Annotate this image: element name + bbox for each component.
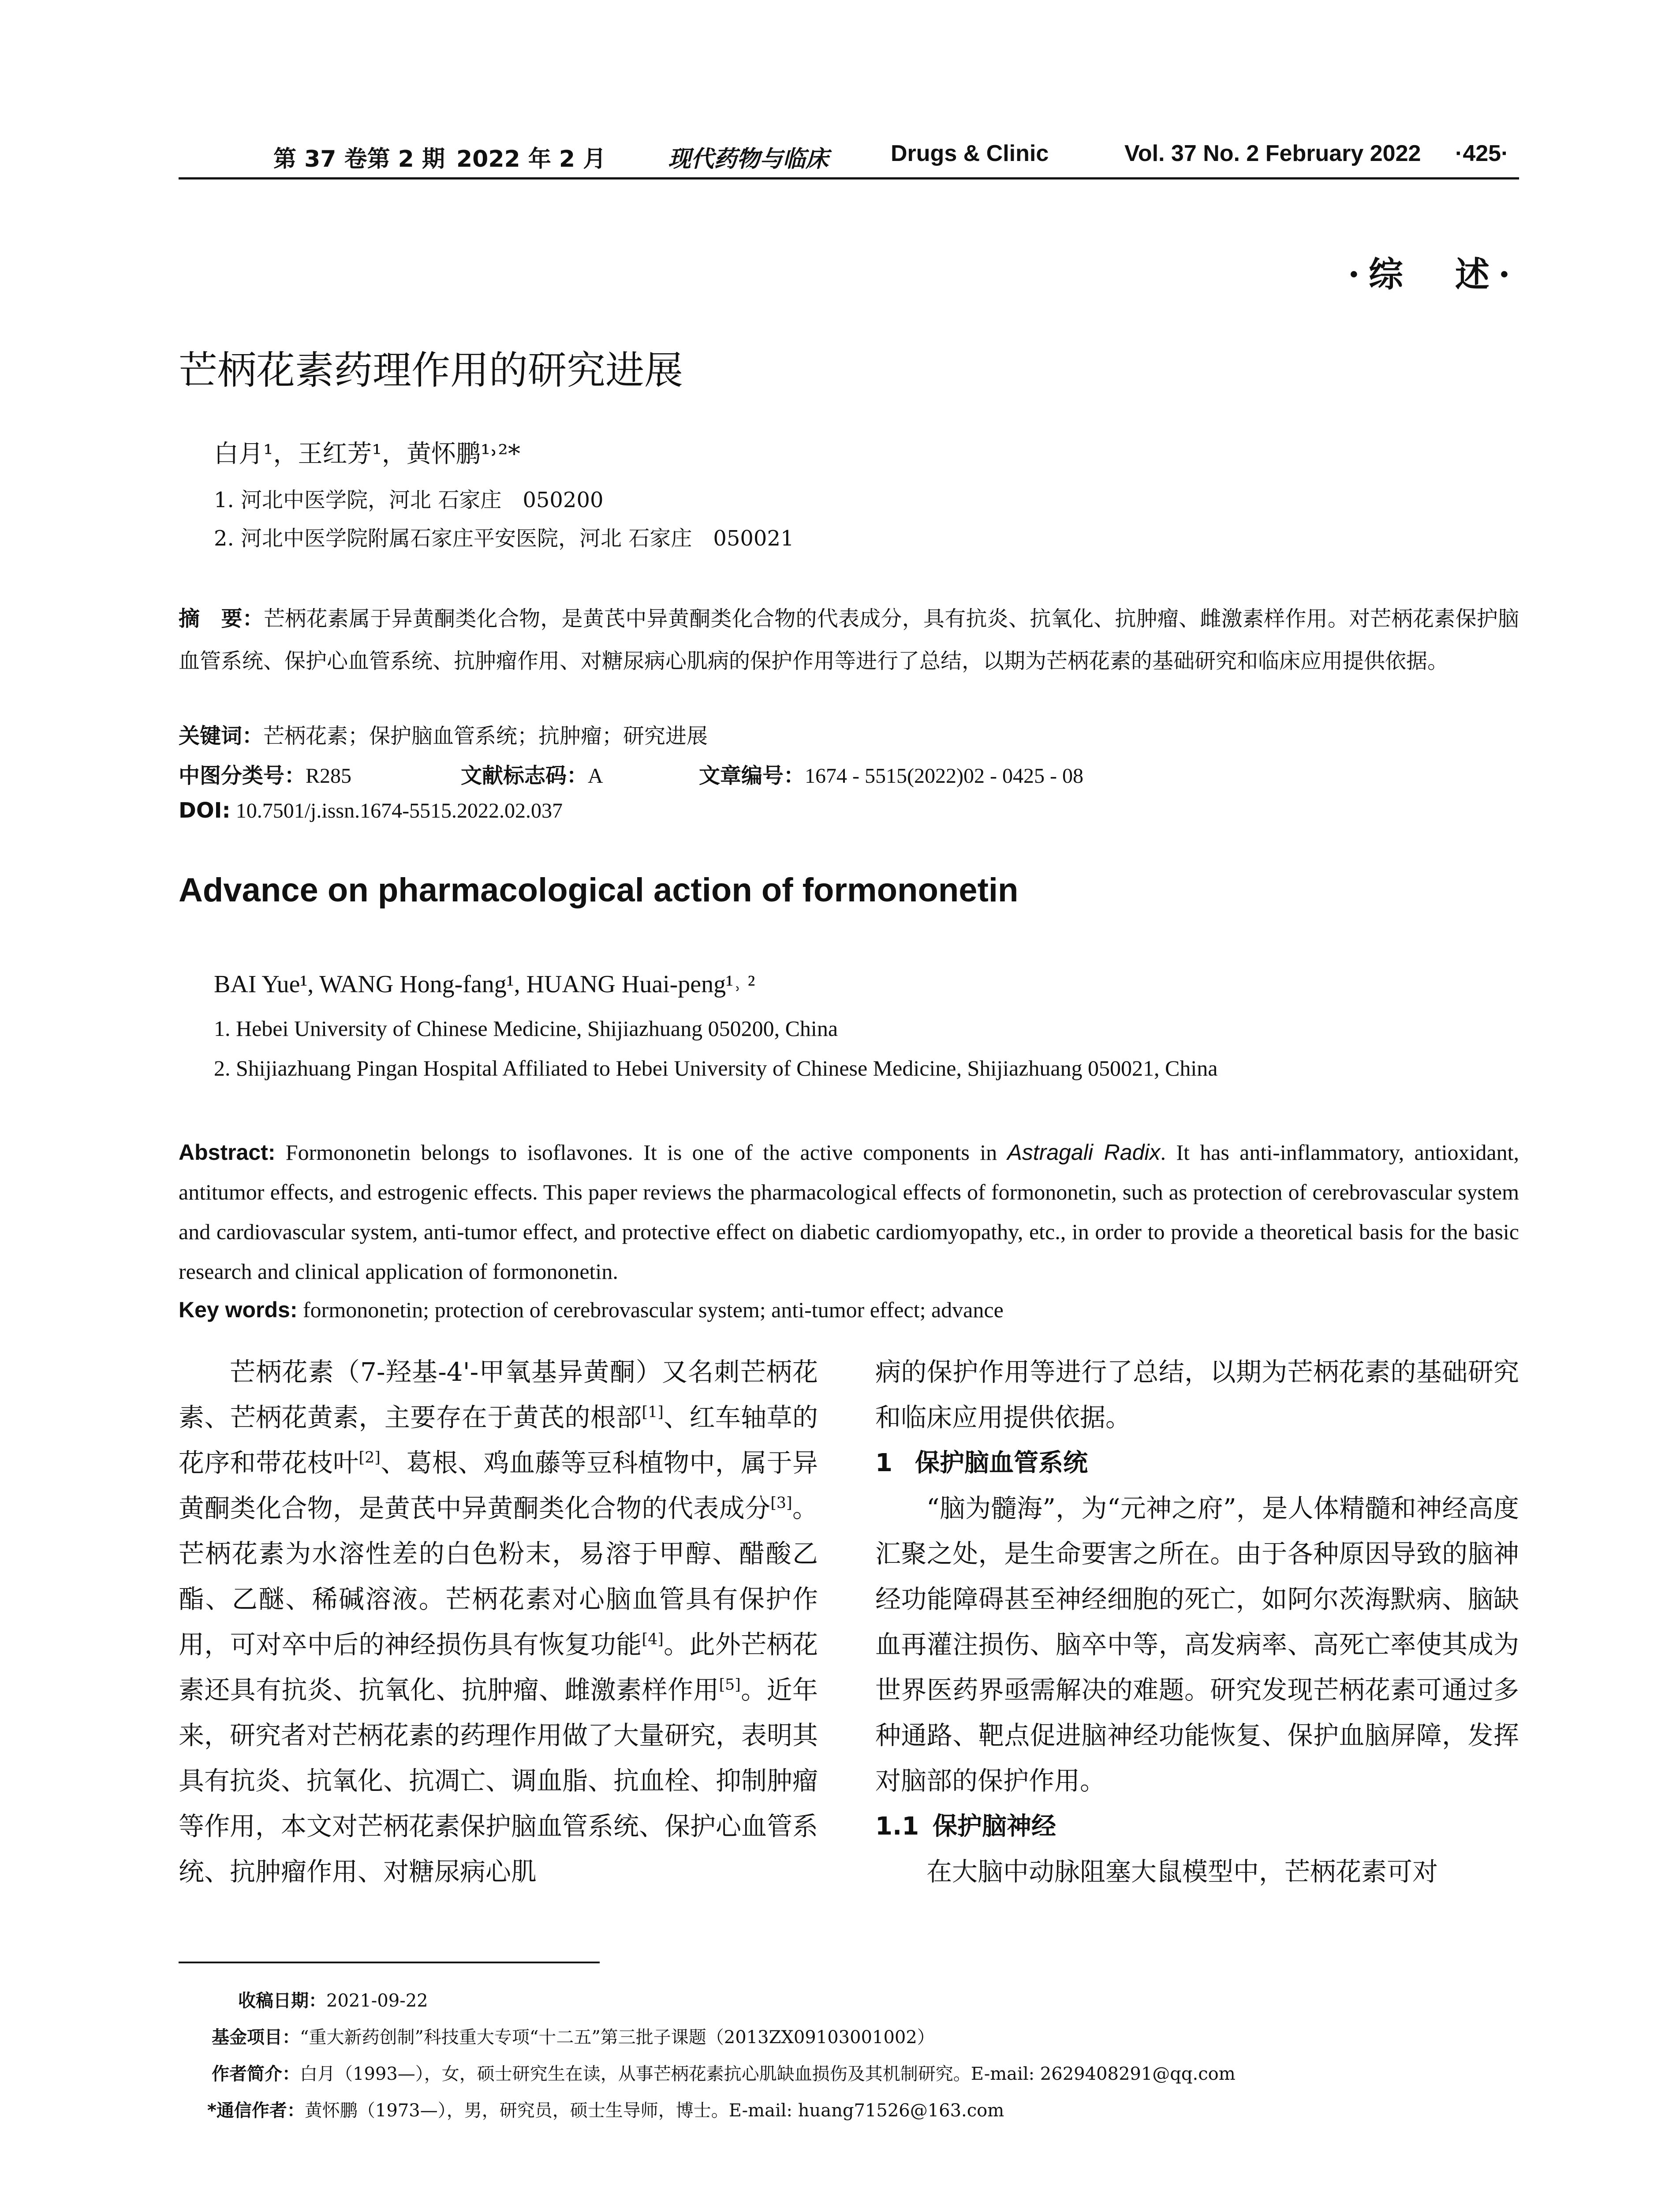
en-abstract [179,1132,1519,1291]
en-keywords-text: formononetin; protection of cerebrovascular system; anti-tumor effect; advance [297,1297,1004,1322]
doi-row [179,798,563,823]
body-paragraph: “脑为髓海”，为“元神之府”，是人体精髓和神经高度汇聚之处，是生命要害之所在。由于各种原因导致的脑神经功能障碍甚至神经细胞的死亡，如阿尔茨海默病、脑缺血再灌注损伤、脑卒中等，高发病率、高死亡率使其成为世界医药界亟需解决的难题。研究发现芒柄花素可通过多种通路、靶点促进脑神经功能恢复、保护血脑屏障，发挥对脑部的保护作用。 [875,1493,1519,1796]
citation-ref[interactable]: [3] [770,1494,792,1512]
footnote-author-bio [212,2060,1236,2085]
section-title: 保护脑血管系统 [915,1449,1088,1477]
cn-authors: 白月¹，王红芳¹，黄怀鹏¹˒²* [214,440,520,468]
body-text: 。芒柄花素为水溶性差的白色粉末，易溶于甲醇、醋酸乙酯、乙醚、稀碱溶液。芒柄花素对心脑血管具有保护作用，可对卒中后的神经损伤具有恢复功能 [179,1493,818,1659]
footnote-received [238,1987,428,2012]
footnote-text: “重大新药创制”科技重大专项“十二五”第三批子课题（2013ZX09103001002） [300,2027,935,2048]
footnote-label: 基金项目： [212,2027,300,2048]
en-keywords [179,1290,1519,1330]
body-text: 。此外芒柄花素还具有抗炎、抗氧化、抗肿瘤、雌激素样作用 [179,1629,818,1705]
footnote-text: 2021-09-22 [326,1991,428,2011]
citation-ref[interactable]: [2] [358,1449,381,1467]
cn-affiliation-2: 2. 河北中医学院附属石家庄平安医院，河北 石家庄 050021 [214,526,794,551]
header-page-number: ·425· [1455,141,1509,166]
section-heading-1-1 [875,1804,1519,1849]
section-number: 1.1 [875,1812,919,1841]
cn-affiliation-1: 1. 河北中医学院，河北 石家庄 050200 [214,488,604,512]
running-header [179,140,1519,176]
article-no-label: 文章编号： [699,763,805,788]
header-date-cn: 2022 年 2 月 [456,146,606,172]
doi-value: 10.7501/j.issn.1674-5515.2022.02.037 [230,799,563,822]
cn-keywords-text: 芒柄花素；保护脑血管系统；抗肿瘤；研究进展 [263,724,708,748]
body-column-right [875,1349,1519,1895]
footnote-label: 作者简介： [212,2064,300,2084]
footnote-text: 黄怀鹏（1973—），男，研究员，硕士生导师，博士。E-mail: huang71526@163.com [304,2100,1004,2121]
en-title: Advance on pharmacological action of formononetin [179,871,1019,909]
cn-abstract-label: 摘 要： [179,606,264,631]
en-authors: BAI Yue¹, WANG Hong-fang¹, HUANG Huai-peng¹˒ ² [214,971,755,998]
body-text: 芒柄花素（7-羟基-4'-甲氧基异黄酮）又名刺芒柄花素、芒柄花黄素，主要存在于黄芪的根部 [179,1357,818,1432]
body-paragraph [179,1349,818,1895]
cn-classification-row [179,759,1519,789]
section-tag: ·综 述· [1348,254,1519,295]
cn-keywords [179,719,708,749]
cn-abstract [179,598,1519,682]
clc-value: R285 [306,764,352,788]
doi-label: DOI: [179,798,231,823]
header-volume-cn: 第 37 卷第 2 期 [273,146,445,172]
citation-ref[interactable]: [1] [642,1403,664,1421]
cn-title: 芒柄花素药理作用的研究进展 [179,348,683,393]
header-journal-cn: 现代药物与临床 [668,146,829,172]
en-affiliation-2: 2. Shijiazhuang Pingan Hospital Affiliated to Hebei University of Chinese Medicine, Shijiazhuang 050021, China [214,1056,1218,1080]
en-abstract-post: . It has anti-inflammatory, antioxidant, antitumor effects, and estrogenic effects. This paper reviews the pharmacological effects of formononetin, such as protection of cerebrovascular system and cardiovascular system, anti-tumor effect, and protective effect on diabetic cardiomyopathy, etc., in order to provide a theoretical basis for the basic research and clinical application of formononetin. [179,1140,1519,1284]
footnote-corresponding [207,2097,1004,2122]
citation-ref[interactable]: [4] [642,1630,664,1648]
footnote-label: *通信作者： [207,2100,305,2121]
header-rule [179,177,1519,179]
body-paragraph: 在大脑中动脉阻塞大鼠模型中，芒柄花素可对 [926,1857,1438,1887]
section-number: 1 [875,1449,892,1477]
footnote-rule [179,1962,600,1963]
section-heading-1 [875,1440,1519,1486]
body-paragraph-continued: 病的保护作用等进行了总结，以期为芒柄花素的基础研究和临床应用提供依据。 [875,1357,1519,1432]
en-keywords-label: Key words: [179,1297,298,1322]
cn-keywords-label: 关键词： [179,724,264,748]
cn-abstract-text: 芒柄花素属于异黄酮类化合物，是黄芪中异黄酮类化合物的代表成分，具有抗炎、抗氧化、抗肿瘤、雌激素样作用。对芒柄花素保护脑血管系统、保护心血管系统、抗肿瘤作用、对糖尿病心肌病的保护作用等进行了总结，以期为芒柄花素的基础研究和临床应用提供依据。 [179,606,1519,673]
doc-code-label: 文献标志码： [461,763,588,788]
article-no-value: 1674 - 5515(2022)02 - 0425 - 08 [805,764,1083,788]
doc-code-value: A [588,764,603,788]
en-abstract-pre: Formononetin belongs to isoflavones. It is one of the active components in [275,1140,1008,1165]
header-volume-en: Vol. 37 No. 2 February 2022 [1124,141,1421,166]
section-title: 保护脑神经 [933,1812,1056,1841]
body-text: 、红车轴草的花序和带花枝叶 [179,1402,818,1478]
clc-label: 中图分类号： [179,763,306,788]
body-column-left [179,1349,818,1895]
en-abstract-italic: Astragali Radix [1007,1140,1161,1165]
footnote-funding [212,2023,935,2048]
footnote-text: 白月（1993—），女，硕士研究生在读，从事芒柄花素抗心肌缺血损伤及其机制研究。E-mail: 2629408291@qq.com [300,2064,1236,2084]
footnote-label: 收稿日期： [238,1991,326,2011]
body-text: 、葛根、鸡血藤等豆科植物中，属于异黄酮类化合物，是黄芪中异黄酮类化合物的代表成分 [179,1448,818,1523]
header-journal-en: Drugs & Clinic [891,141,1049,166]
citation-ref[interactable]: [5] [719,1676,741,1694]
en-abstract-label: Abstract: [179,1140,276,1165]
en-affiliation-1: 1. Hebei University of Chinese Medicine, Shijiazhuang 050200, China [214,1016,838,1041]
body-text: 。近年来，研究者对芒柄花素的药理作用做了大量研究，表明其具有抗炎、抗氧化、抗凋亡、调血脂、抗血栓、抑制肿瘤等作用，本文对芒柄花素保护脑血管系统、保护心血管系统、抗肿瘤作用、对糖尿病心肌 [179,1675,818,1887]
